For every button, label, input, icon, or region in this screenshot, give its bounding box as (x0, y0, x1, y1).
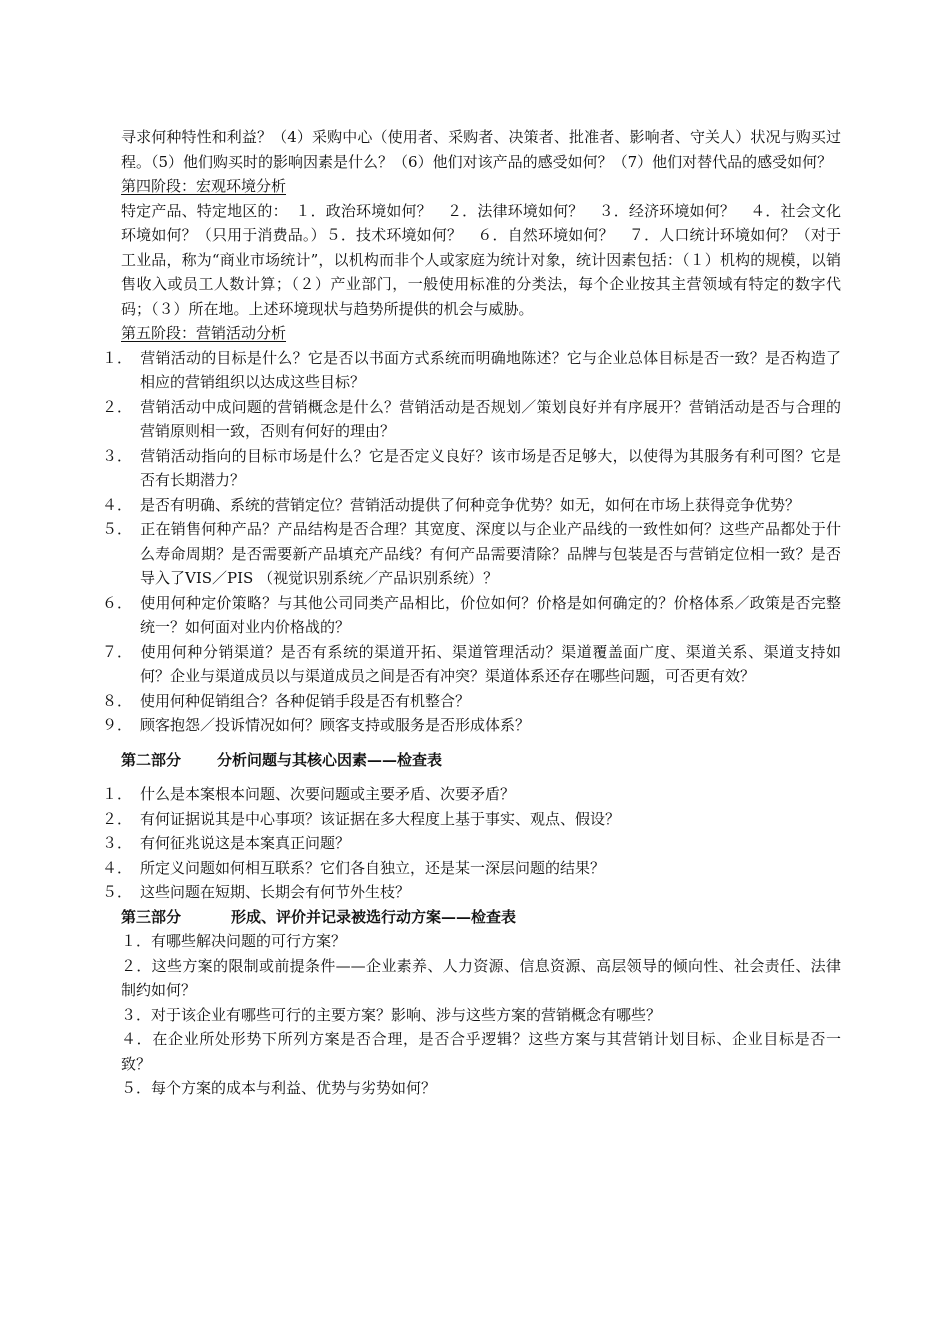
phase5-list (102, 346, 841, 738)
part2-heading (121, 748, 841, 773)
list-item: ８． 使用何种促销组合？各种促销手段是否有机整合？ (102, 691, 471, 710)
part3-heading (121, 905, 841, 930)
list-item: ５． 正在销售何种产品？产品结构是否合理？其宽度、深度以与企业产品线的一致性如何？这些产品都处于什么寿命周期？是否需要新产品填充产品线？有何产品需要清除？品牌与包装是否与营销定位相一致？是否导入了VIS／PIS （视觉识别系统／产品识别系统）？ (102, 520, 841, 587)
list-item: ４． 所定义问题如何相互联系？它们各自独立，还是某一深层问题的结果？ (102, 858, 606, 877)
list-item: ４． 是否有明确、系统的营销定位？营销活动提供了何种竞争优势？如无，如何在市场上获得竞争优势？ (102, 495, 801, 514)
list-item: ３． 有何征兆说这是本案真正问题？ (102, 834, 351, 852)
list-item: ２． 有何证据说其是中心事项？该证据在多大程度上基于事实、观点、假设？ (102, 809, 621, 828)
phase5-heading: 第五阶段：营销活动分析 (121, 324, 287, 342)
list-item: １． 什么是本案根本问题、次要问题或主要矛盾、次要矛盾？ (102, 785, 516, 803)
part2-label: 第二部分 (121, 750, 182, 769)
list-item: ５． 这些问题在短期、长期会有何节外生枝？ (102, 883, 411, 901)
part3-list (121, 929, 841, 1101)
list-item: ２． 营销活动中成问题的营销概念是什么？营销活动是否规划／策划良好并有序展开？营销活动是否与合理的营销原则相一致，否则有何好的理由？ (102, 397, 841, 440)
list-item: ３． 营销活动指向的目标市场是什么？它是否定义良好？该市场是否足够大，以使得为其服务有利可图？它是否有长期潜力？ (102, 446, 841, 489)
phase4-paragraph: 特定产品、特定地区的： １．政治环境如何？ ２．法律环境如何？ ３．经济环境如何？ ４．社会文化环境如何？（只用于消费品。）５．技术环境如何？ ６．自然环境如何？ ７．人口统计环境如何？（对于工业品，称为“商业市场统计”，以机构而非个人或家庭为统计对象，统计因素包括：（１）机构的规模，以销售收入或员工人数计算；（２）产业部门，一般使用标准的分类法，每个企业按其主营领域有特定的数字代码；（３）所在地。上述环境现状与趋势所提供的机会与威胁。 (121, 201, 841, 318)
part2-title: 分析问题与其核心因素——检查表 (217, 750, 443, 769)
list-item: ６． 使用何种定价策略？与其他公司同类产品相比，价位如何？价格是如何确定的？价格体系／政策是否完整统一？如何面对业内价格战的？ (102, 593, 841, 636)
part3-label: 第三部分 (121, 907, 182, 926)
list-item: ５．每个方案的成本与利益、优势与劣势如何？ (121, 1079, 437, 1097)
intro-paragraph: 寻求何种特性和利益？（4）采购中心（使用者、采购者、决策者、批准者、影响者、守关人）状况与购买过程。（5）他们购买时的影响因素是什么？（6）他们对该产品的感受如何？（7）他们对替代品的感受如何？ (121, 128, 841, 171)
part3-title: 形成、评价并记录被选行动方案——检查表 (231, 907, 517, 926)
part2-list (102, 782, 841, 905)
list-item: ２．这些方案的限制或前提条件——企业素养、人力资源、信息资源、高层领导的倾向性、社会责任、法律制约如何？ (121, 956, 841, 999)
list-item: １． 营销活动的目标是什么？它是否以书面方式系统而明确地陈述？它与企业总体目标是否一致？是否构造了相应的营销组织以达成这些目标？ (102, 348, 841, 391)
list-item: ４．在企业所处形势下所列方案是否合理，是否合乎逻辑？这些方案与其营销计划目标、企业目标是否一致？ (121, 1030, 841, 1073)
list-item: ９． 顾客抱怨／投诉情况如何？顾客支持或服务是否形成体系？ (102, 716, 531, 734)
list-item: ７． 使用何种分销渠道？是否有系统的渠道开拓、渠道管理活动？渠道覆盖面广度、渠道关系、渠道支持如何？企业与渠道成员以与渠道成员之间是否有冲突？渠道体系还存在哪些问题，可否更有效？ (102, 642, 841, 685)
document-body (102, 125, 841, 1101)
list-item: １．有哪些解决问题的可行方案？ (121, 932, 347, 950)
phase4-heading: 第四阶段：宏观环境分析 (121, 177, 287, 195)
list-item: ３．对于该企业有哪些可行的主要方案？影响、涉与这些方案的营销概念有哪些？ (121, 1005, 662, 1024)
